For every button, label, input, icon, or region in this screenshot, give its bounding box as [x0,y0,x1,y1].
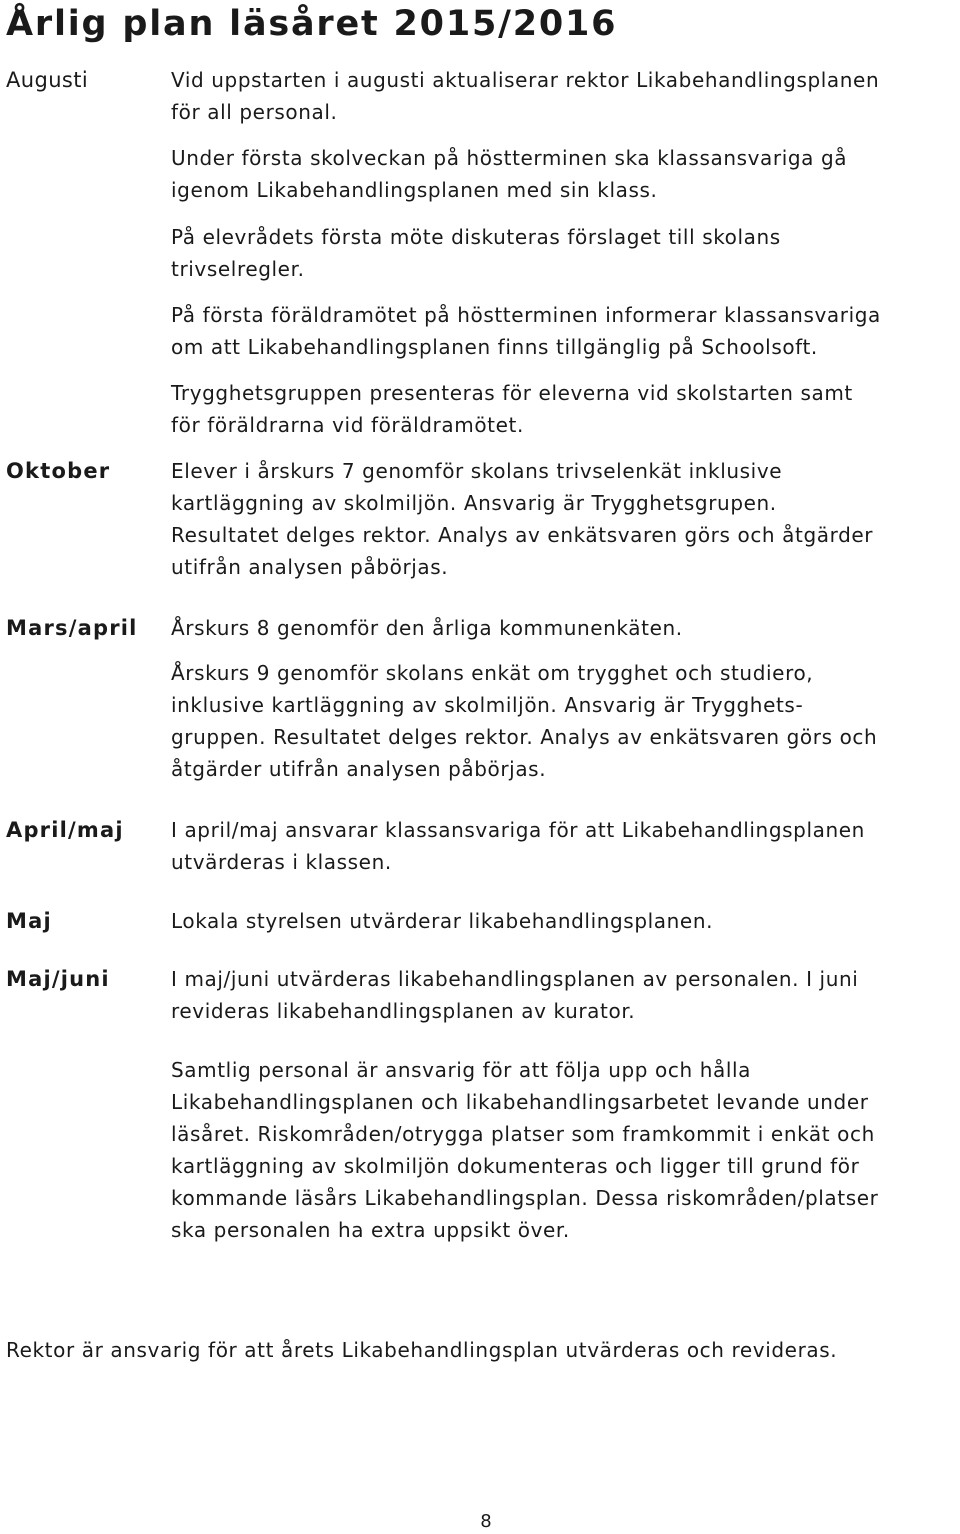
entry-foraldramotet [171,299,956,363]
entry-trygghetsgruppen [171,377,956,441]
entry-line: gruppen. Resultatet delges rektor. Analys av enkätsvaren görs och [171,725,878,749]
entry-forsta-skolveckan [171,142,956,206]
entry-line: för föräldrarna vid föräldramötet. [171,413,524,437]
footer-statement: Rektor är ansvarig för att årets Likabehandlingsplan utvärderas och revideras. [6,1338,838,1362]
entry-line: I april/maj ansvarar klassansvariga för att Likabehandlingsplanen [171,818,865,842]
month-label-augusti: Augusti [6,68,89,92]
entry-line: igenom Likabehandlingsplanen med sin klass. [171,178,658,202]
month-label-maj-juni: Maj/juni [6,967,110,991]
entry-line: för all personal. [171,100,338,124]
entry-line: Samtlig personal är ansvarig för att följa upp och hålla [171,1058,752,1082]
entry-line: På elevrådets första möte diskuteras förslaget till skolans [171,225,781,249]
month-label-mars-april: Mars/april [6,616,138,640]
entry-line: Vid uppstarten i augusti aktualiserar rektor Likabehandlingsplanen [171,68,880,92]
entry-line: Årskurs 8 genomför den årliga kommunenkäten. [171,616,683,640]
entry-line: utifrån analysen påbörjas. [171,555,449,579]
entry-line: om att Likabehandlingsplanen finns tillgänglig på Schoolsoft. [171,335,818,359]
entry-line: Trygghetsgruppen presenteras för eleverna vid skolstarten samt [171,381,853,405]
entry-elevradet [171,221,956,285]
entry-rektor-aktualiserar [171,64,956,128]
entry-personalen-kurator [171,963,956,1027]
month-label-maj: Maj [6,909,52,933]
entry-samtlig-personal [171,1054,956,1246]
entry-line: kartläggning av skolmiljön. Ansvarig är Trygghetsgrupen. [171,491,777,515]
entry-line: Under första skolveckan på höstterminen ska klassansvariga gå [171,146,848,170]
entry-line: I maj/juni utvärderas likabehandlingsplanen av personalen. I juni [171,967,859,991]
entry-arskurs-9-enkat [171,657,956,785]
entry-line: läsåret. Riskområden/otrygga platser som framkommit i enkät och [171,1122,875,1146]
entry-lokala-styrelsen [171,905,956,937]
entry-utvarderas-i-klassen [171,814,956,878]
entry-line: Resultatet delges rektor. Analys av enkätsvaren görs och åtgärder [171,523,874,547]
month-label-oktober: Oktober [6,459,111,483]
page-number: 8 [480,1511,492,1532]
entry-line: revideras likabehandlingsplanen av kurator. [171,999,636,1023]
entry-kommunenkaten [171,612,956,644]
entry-trivselenkat [171,455,956,583]
entry-line: På första föräldramötet på höstterminen informerar klassansvariga [171,303,881,327]
entry-line: ska personalen ha extra uppsikt över. [171,1218,570,1242]
entry-line: kartläggning av skolmiljön dokumenteras och ligger till grund för [171,1154,860,1178]
month-label-april-maj: April/maj [6,818,124,842]
entry-line: kommande läsårs Likabehandlingsplan. Dessa riskområden/platser [171,1186,879,1210]
entry-line: Likabehandlingsplanen och likabehandlingsarbetet levande under [171,1090,869,1114]
entry-line: Elever i årskurs 7 genomför skolans trivselenkät inklusive [171,459,783,483]
entry-line: åtgärder utifrån analysen påbörjas. [171,757,547,781]
entry-line: Årskurs 9 genomför skolans enkät om trygghet och studiero, [171,661,814,685]
entry-line: Lokala styrelsen utvärderar likabehandlingsplanen. [171,909,714,933]
entry-line: inklusive kartläggning av skolmiljön. Ansvarig är Trygghets- [171,693,804,717]
page-title: Årlig plan läsåret 2015/2016 [6,4,618,44]
entry-line: trivselregler. [171,257,305,281]
entry-line: utvärderas i klassen. [171,850,392,874]
